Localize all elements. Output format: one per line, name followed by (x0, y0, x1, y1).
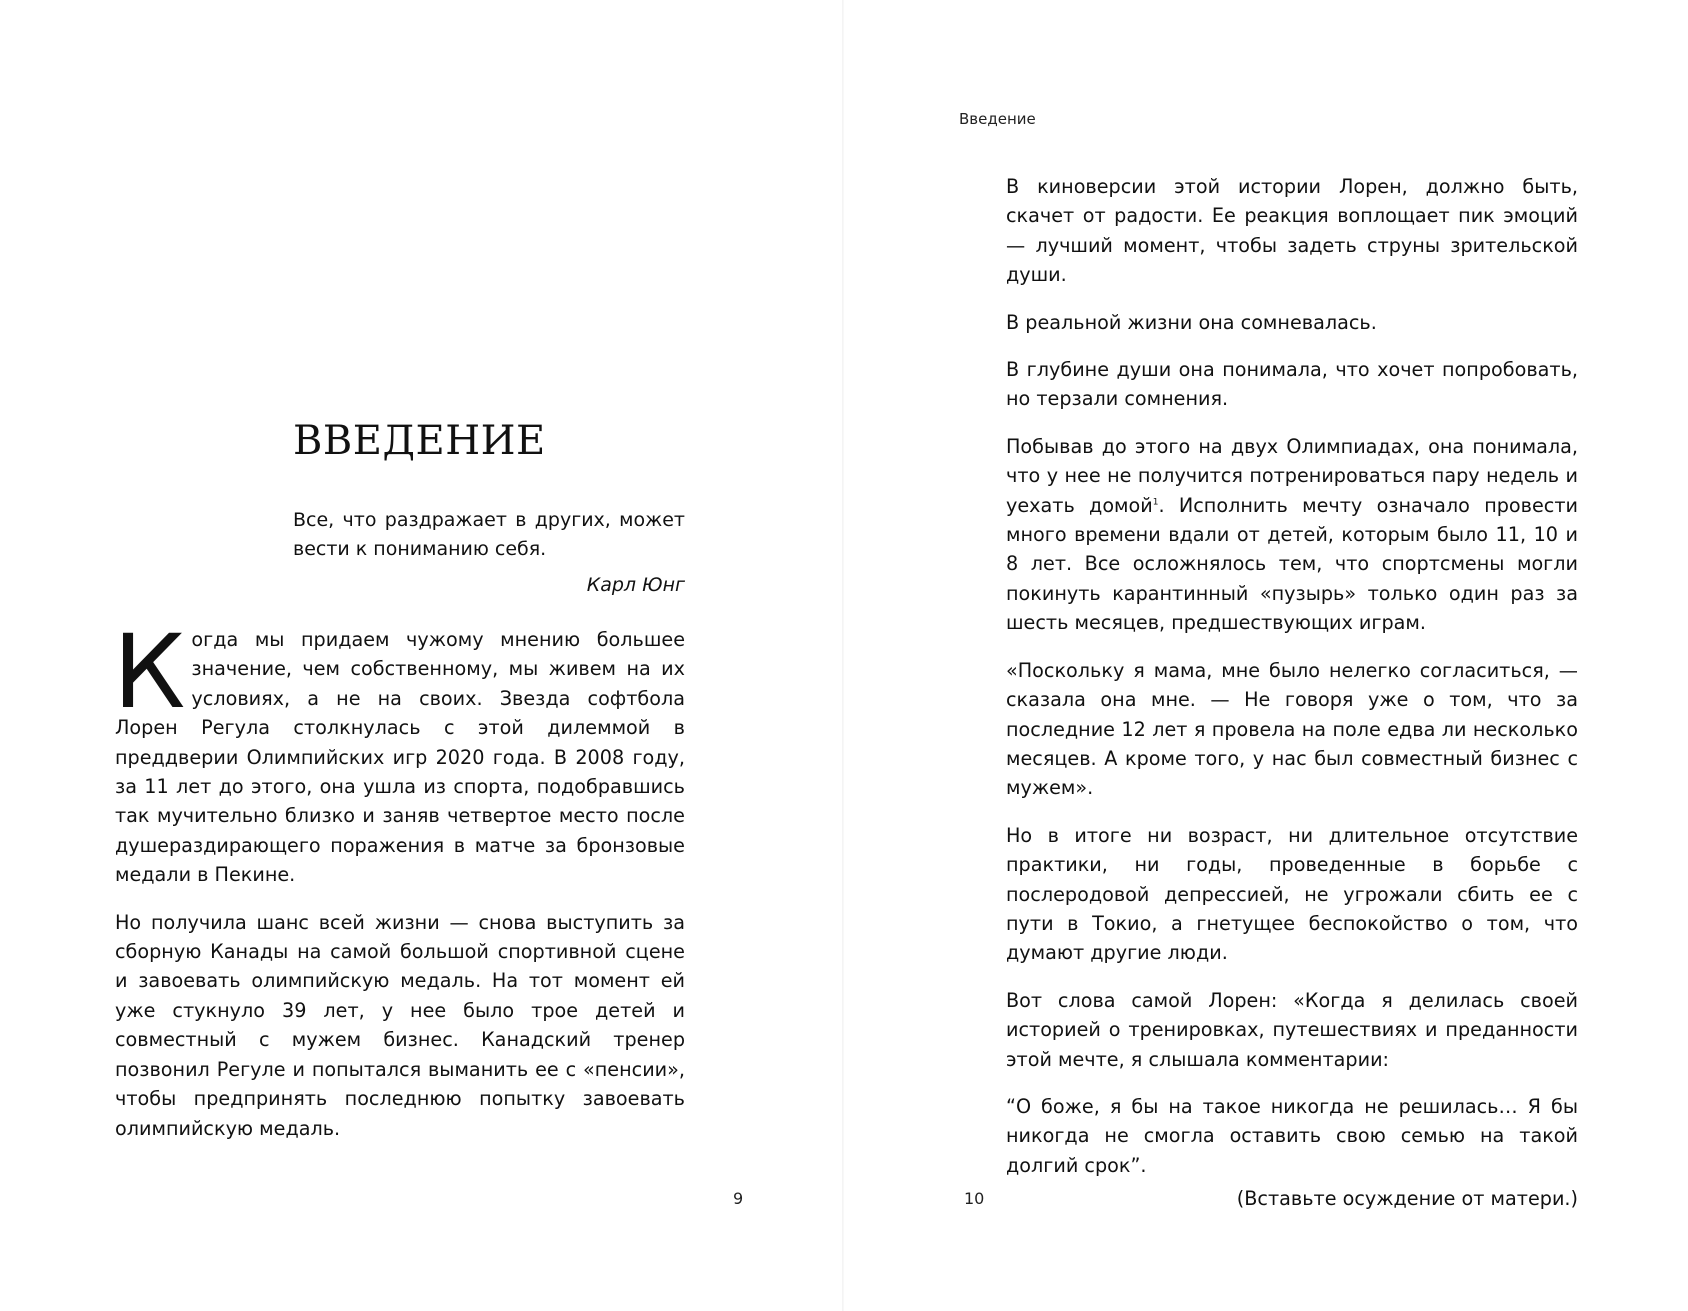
paragraph (113, 613, 685, 890)
page-number-left: 9 (733, 1189, 744, 1208)
left-body-text (113, 613, 685, 1161)
paragraph: В реальной жизни она сомневалась. (1006, 310, 1377, 334)
drop-cap: К (113, 613, 186, 732)
right-page (844, 0, 1688, 1311)
paragraph-text: . Исполнить мечту означало провести много времени вдали от детей, которым было 11, 10 и 8 лет. Все осложнялось тем, что спортсмены могли покинуть карантинный «пузырь» только один раз за шесть месяцев, предшествующих играм. (1006, 493, 1578, 635)
right-body-text (1006, 172, 1578, 1232)
epigraph-text: Все, что раздражает в других, может вести к пониманию себя. (293, 509, 685, 560)
paragraph: Но в итоге ни возраст, ни длительное отсутствие практики, ни годы, проведенные в борьбе с послеродовой депрессией, не угрожали сбить ее с пути в Токио, а гнетущее беспокойство о том, что думают другие люди. (1006, 823, 1578, 965)
paragraph: В глубине души она понимала, что хочет попробовать, но терзали сомнения. (1006, 358, 1578, 411)
footnote-mark[interactable]: 1 (1152, 497, 1159, 508)
closing-line: (Вставьте осуждение от матери.) (1236, 1187, 1578, 1211)
running-head: Введение (959, 110, 1036, 128)
paragraph: “О боже, я бы на такое никогда не решилась… Я бы никогда не смогла оставить свою семью на такой долгий срок”. (1006, 1094, 1578, 1177)
page-number-right: 10 (964, 1189, 985, 1208)
epigraph-author: Карл Юнг (586, 574, 685, 596)
paragraph-text: огда мы придаем чужому мнению большее значение, чем собственному, мы живем на их условиях, а не на своих. Звезда софтбола Лорен Регула столкнулась с этой дилеммой в преддверии Олимпийских игр 2020 года. В 2008 году, за 11 лет до этого, она ушла из спорта, подобравшись так мучительно близко и заняв четвертое место после душераздирающего поражения в матче за бронзовые медали в Пекине. (115, 628, 685, 887)
left-page (0, 0, 842, 1311)
paragraph: Вот слова самой Лорен: «Когда я делилась своей историей о тренировках, путешествиях и преданности этой мечте, я слышала комментарии: (1006, 988, 1578, 1071)
paragraph-text: Побывав до этого на двух Олимпиадах, она понимала, что у нее не получится потренироваться пару недель и уехать домой (1006, 434, 1578, 517)
paragraph (1006, 432, 1578, 638)
chapter-title: ВВЕДЕНИЕ (293, 418, 546, 464)
paragraph: Но получила шанс всей жизни — снова выступить за сборную Канады на самой большой спортивной сцене и завоевать олимпийскую медаль. На тот момент ей уже стукнуло 39 лет, у нее было трое детей и совместный с мужем бизнес. Канадский тренер позвонил Регуле и попытался выманить ее с «пенсии», чтобы предпринять последнюю попытку завоевать олимпийскую медаль. (115, 910, 685, 1140)
paragraph: В киноверсии этой истории Лорен, должно быть, скачет от радости. Ее реакция воплощает пик эмоций — лучший момент, чтобы задеть струны зрительской души. (1006, 175, 1578, 287)
paragraph: «Поскольку я мама, мне было нелегко согласиться, — сказала она мне. — Не говоря уже о том, что за последние 12 лет я провела на поле едва ли несколько месяцев. А кроме того, у нас был совместный бизнес с мужем». (1006, 658, 1578, 800)
